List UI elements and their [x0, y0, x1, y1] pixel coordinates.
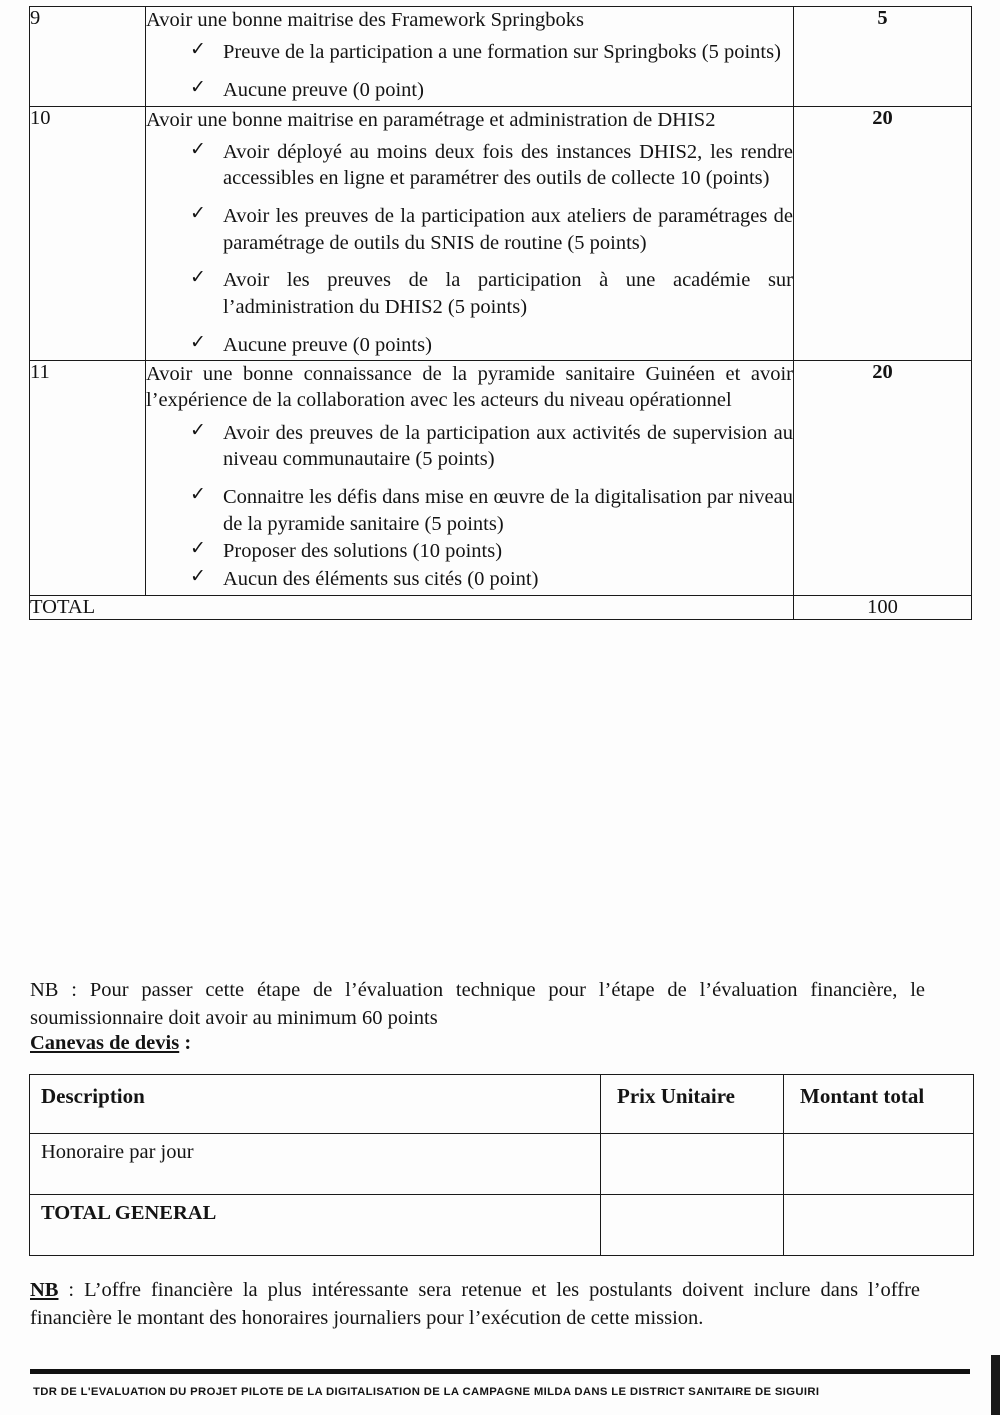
nb-finance-paragraph [30, 1276, 920, 1333]
table-row [30, 1195, 974, 1256]
page-edge-scan-artifact [991, 1355, 1000, 1415]
devis-total-general-prix-cell[interactable] [601, 1195, 784, 1256]
list-item [190, 484, 793, 537]
criteria-number-cell: 10 [30, 106, 146, 361]
list-item-label: Preuve de la participation a une formation sur Springboks (5 points) [223, 41, 781, 64]
criteria-lead-text: Avoir une bonne maitrise en paramétrage et administration de DHIS2 [146, 108, 716, 131]
list-item-label: Proposer des solutions (10 points) [223, 540, 503, 563]
total-value: 100 [794, 595, 972, 619]
list-item [190, 420, 793, 473]
nb-finance-prefix: NB [30, 1278, 59, 1301]
list-item-label: Aucun des éléments sus cités (0 point) [223, 567, 539, 590]
list-item [190, 538, 793, 565]
list-item [190, 203, 793, 256]
devis-montant-total-cell[interactable] [784, 1134, 974, 1195]
evaluation-criteria-table [29, 6, 972, 620]
criteria-bullet-list [146, 139, 793, 358]
criteria-bullet-list [146, 420, 793, 593]
criteria-points-cell: 20 [794, 361, 972, 595]
nb-technique-paragraph [30, 976, 925, 1033]
list-item [190, 267, 793, 320]
list-item-label: Avoir les preuves de la participation à une académie sur l’administration du DHIS2 (5 points) [223, 269, 793, 318]
list-item-label: Connaitre les défis dans mise en œuvre de la digitalisation par niveau de la pyramide sanitaire (5 points) [223, 485, 793, 535]
table-row [30, 361, 972, 595]
criteria-lead-text: Avoir une bonne maitrise des Framework Springboks [146, 9, 585, 31]
check-icon: ✓ [190, 419, 206, 441]
column-header-description: Description [30, 1075, 601, 1134]
total-label: TOTAL [30, 595, 794, 619]
check-icon: ✓ [190, 331, 206, 353]
criteria-points-cell: 20 [794, 106, 972, 361]
list-item [190, 139, 793, 192]
column-header-montant-total: Montant total [784, 1075, 974, 1134]
check-icon: ✓ [190, 203, 206, 225]
criteria-description-cell [146, 106, 794, 361]
nb-technique-prefix: NB [30, 978, 59, 1001]
canevas-de-devis-heading [30, 1032, 191, 1055]
devis-description-cell: Honoraire par jour [30, 1134, 601, 1195]
devis-total-general-label: TOTAL GENERAL [30, 1195, 601, 1256]
column-header-prix-unitaire: Prix Unitaire [601, 1075, 784, 1134]
footer-title: TDR DE L'EVALUATION DU PROJET PILOTE DE LA DIGITALISATION DE LA CAMPAGNE MILDA DANS LE DISTRICT SANITAIRE DE SIGUIRI [33, 1386, 820, 1398]
devis-total-general-montant-cell[interactable] [784, 1195, 974, 1256]
check-icon: ✓ [190, 39, 206, 61]
criteria-description-cell [146, 7, 794, 107]
check-icon: ✓ [190, 538, 206, 560]
list-item-label: Avoir déployé au moins deux fois des instances DHIS2, les rendre accessibles en ligne et paramétrer des outils de collecte 10 (points) [223, 140, 793, 190]
list-item [190, 332, 793, 359]
nb-technique-text: : Pour passer cette étape de l’évaluation technique pour l’étape de l’évaluation financière, le soumissionnaire doit avoir au minimum 60 points [30, 978, 925, 1029]
canevas-heading-label: Canevas de devis [30, 1032, 180, 1054]
check-icon: ✓ [190, 565, 206, 587]
criteria-lead-text: Avoir une bonne connaissance de la pyramide sanitaire Guinéen et avoir l’expérience de la collaboration avec les acteurs du niveau opérationnel [146, 363, 793, 412]
table-row [30, 1134, 974, 1195]
criteria-bullet-list [146, 39, 793, 103]
check-icon: ✓ [190, 483, 206, 505]
check-icon: ✓ [190, 76, 206, 98]
table-row-total [30, 595, 972, 619]
list-item-label: Aucune preuve (0 points) [223, 333, 432, 356]
table-header-row [30, 1075, 974, 1134]
list-item-label: Aucune preuve (0 point) [223, 78, 424, 101]
check-icon: ✓ [190, 267, 206, 289]
footer-divider [30, 1369, 970, 1374]
canevas-de-devis-table [29, 1074, 974, 1256]
nb-finance-text: : L’offre financière la plus intéressante sera retenue et les postulants doivent inclure dans l’offre financière le montant des honoraires journaliers pour l’exécution de cette mission. [30, 1278, 920, 1329]
list-item-label: Avoir les preuves de la participation aux ateliers de paramétrages de paramétrage de outils du SNIS de routine (5 points) [223, 205, 793, 254]
criteria-description-cell [146, 361, 794, 595]
list-item [190, 77, 793, 104]
list-item [190, 39, 793, 66]
list-item-label: Avoir des preuves de la participation aux activités de supervision au niveau communautaire (5 points) [223, 421, 793, 471]
criteria-number-cell: 9 [30, 7, 146, 107]
check-icon: ✓ [190, 138, 206, 160]
canevas-heading-suffix: : [179, 1032, 192, 1054]
table-row [30, 7, 972, 107]
list-item [190, 566, 793, 593]
devis-prix-unitaire-cell[interactable] [601, 1134, 784, 1195]
criteria-points-cell: 5 [794, 7, 972, 107]
table-row [30, 106, 972, 361]
criteria-number-cell: 11 [30, 361, 146, 595]
